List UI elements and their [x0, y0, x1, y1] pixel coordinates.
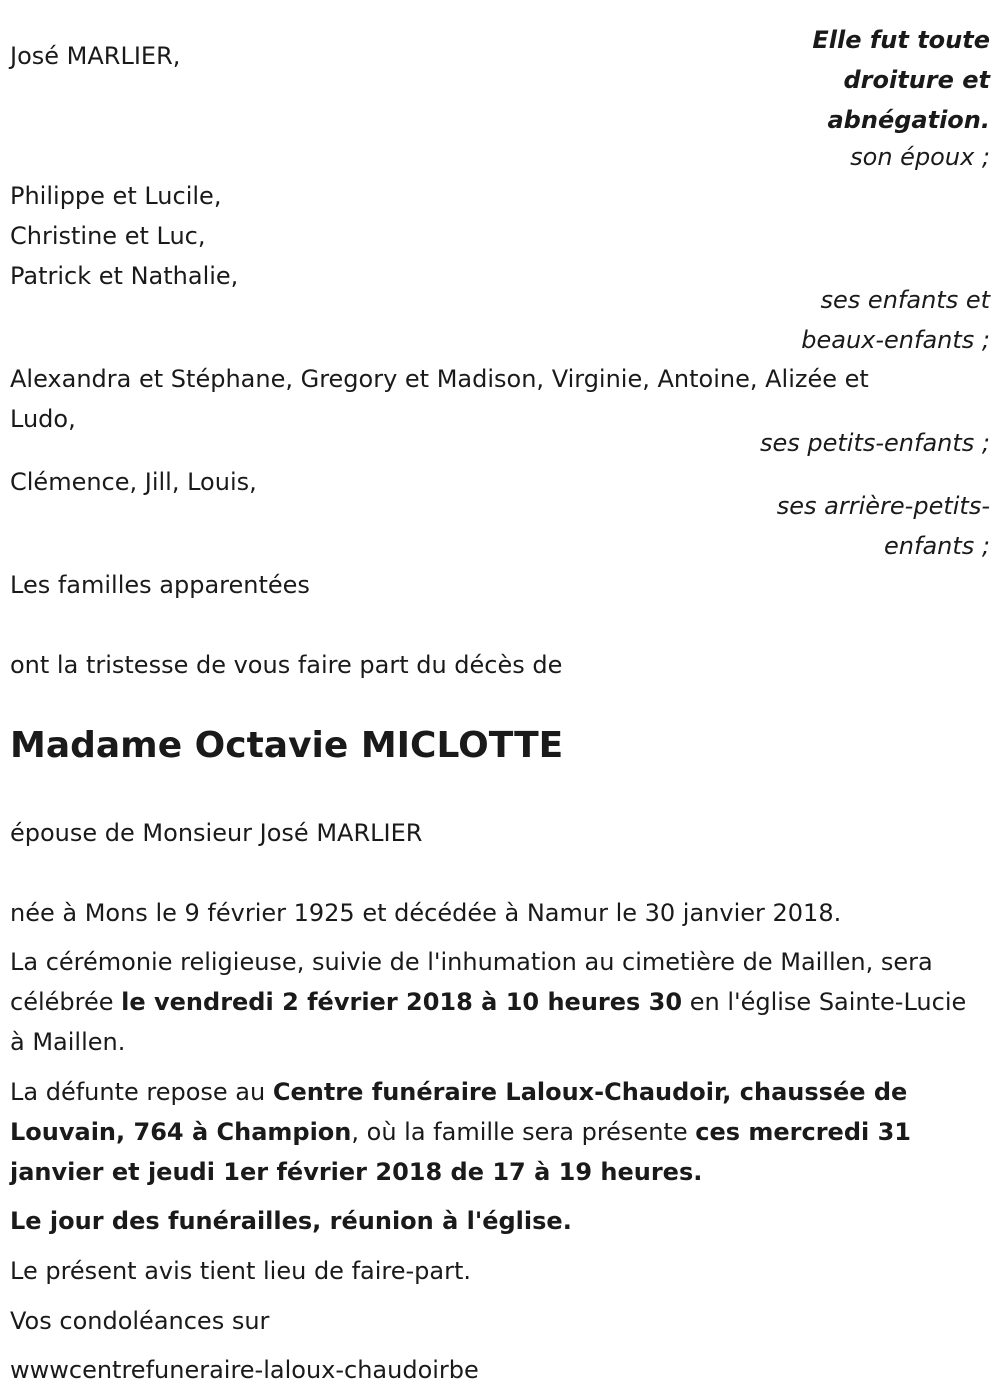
related-families: Les familles apparentées: [10, 571, 310, 599]
visitation-place: Centre funéraire Laloux-Chaudoir, chaussée de Louvain, 764 à Champion: [10, 1078, 908, 1146]
birth-death-text: née à Mons le 9 février 1925 et décédée à Namur le 30 janvier 2018.: [10, 899, 842, 927]
grandchildren-relation: ses petits-enfants ;: [759, 429, 990, 457]
visitation-text-1: La défunte repose au: [10, 1078, 273, 1106]
children-name-3: Patrick et Nathalie,: [10, 262, 239, 290]
grandchildren-names-line-2: Ludo,: [10, 405, 76, 433]
visitation-text-2: , où la famille sera présente: [351, 1118, 696, 1146]
deceased-name: Madame Octavie MICLOTTE: [10, 725, 564, 766]
condolences-label: Vos condoléances sur: [10, 1307, 270, 1335]
funeral-meeting-note: Le jour des funérailles, réunion à l'église.: [10, 1207, 572, 1235]
notice-text: Le présent avis tient lieu de faire-part.: [10, 1257, 472, 1285]
spouse-relation: son époux ;: [850, 143, 990, 171]
motto-line-2: droiture et: [843, 66, 990, 94]
ceremony-date: le vendredi 2 février 2018 à 10 heures 30: [121, 988, 683, 1016]
condolences-website-link[interactable]: wwwcentrefuneraire-laloux-chaudoirbe: [10, 1356, 479, 1384]
great-grandchildren-relation-line-2: enfants ;: [884, 532, 990, 560]
deceased-spouse-of: épouse de Monsieur José MARLIER: [10, 819, 423, 847]
grandchildren-names-line-1: Alexandra et Stéphane, Gregory et Madison, Virginie, Antoine, Alizée et: [10, 365, 869, 393]
motto-line-1: Elle fut toute: [812, 26, 990, 54]
children-relation-line-1: ses enfants et: [820, 286, 990, 314]
ceremony-text-1: La cérémonie religieuse, suivie de l'inhumation au cimetière de Maillen, sera célébrée: [10, 948, 933, 1016]
spouse-name: José MARLIER,: [10, 42, 181, 70]
visitation-time: ces mercredi 31 janvier et jeudi 1er février 2018 de 17 à 19 heures.: [10, 1118, 911, 1186]
children-relation-line-2: beaux-enfants ;: [801, 326, 990, 354]
ceremony-text-2: en l'église Sainte-Lucie à Maillen.: [10, 988, 967, 1056]
announcement-text: ont la tristesse de vous faire part du décès de: [10, 651, 563, 679]
children-name-1: Philippe et Lucile,: [10, 182, 222, 210]
motto-line-3: abnégation.: [827, 106, 990, 134]
ceremony-paragraph: [10, 942, 970, 1062]
great-grandchildren-names: Clémence, Jill, Louis,: [10, 468, 257, 496]
great-grandchildren-relation-line-1: ses arrière-petits-: [776, 492, 990, 520]
visitation-paragraph: [10, 1072, 970, 1192]
children-name-2: Christine et Luc,: [10, 222, 206, 250]
